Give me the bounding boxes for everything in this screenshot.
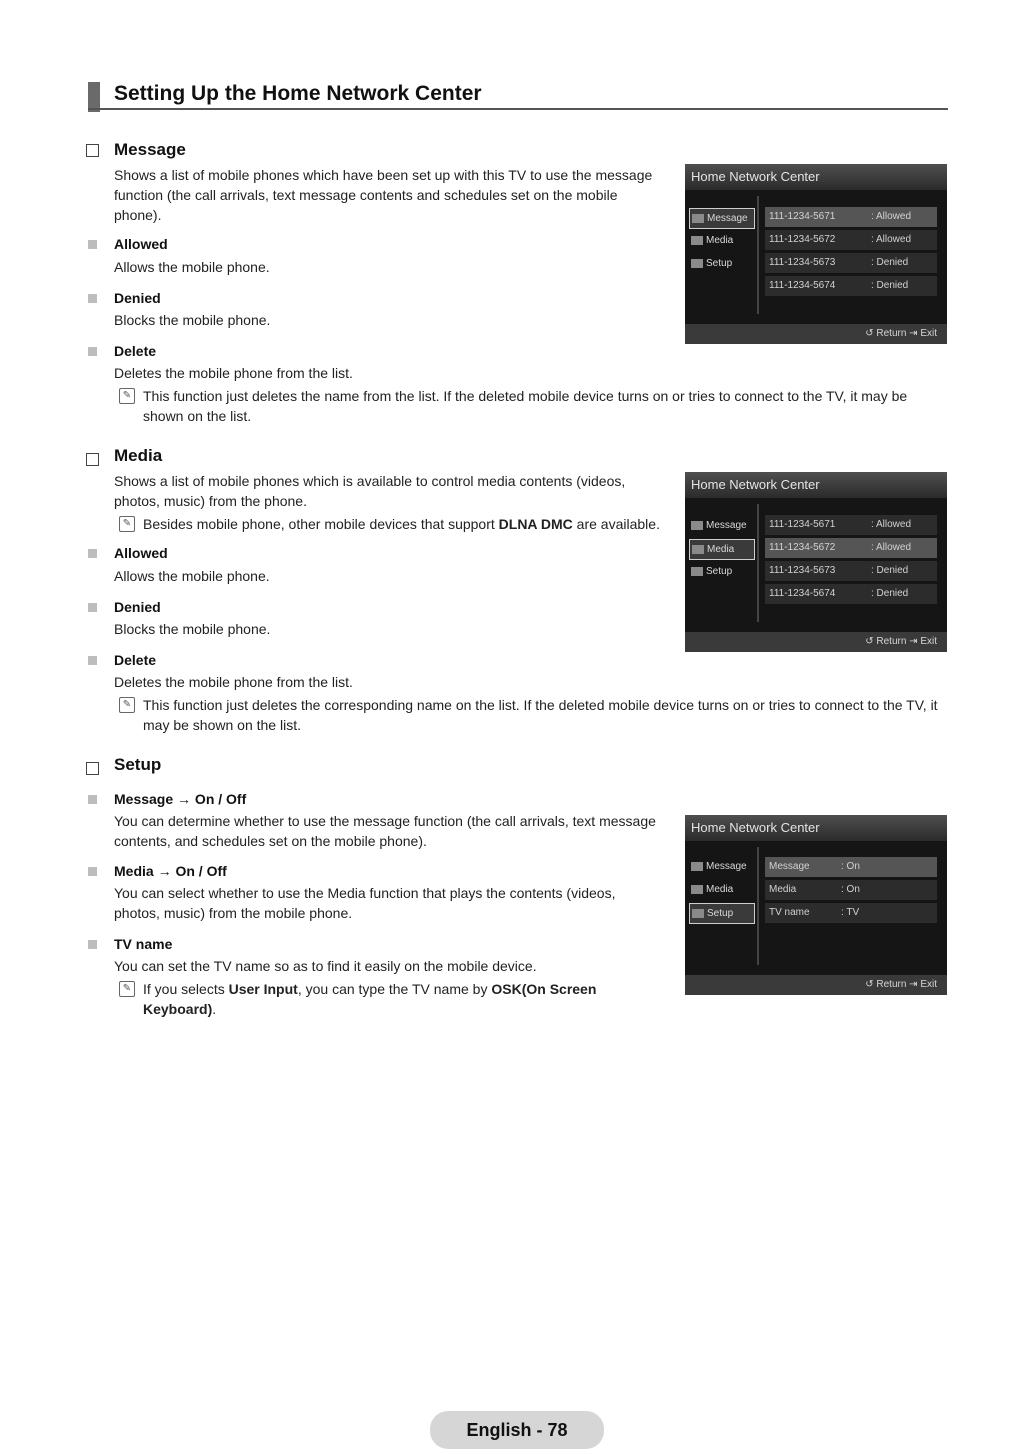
section-checkbox-icon [86, 453, 99, 466]
message-allowed-text: Allows the mobile phone. [114, 259, 270, 275]
message-delete-title: Delete [114, 343, 157, 359]
media-delete-text: Deletes the mobile phone from the list. [114, 674, 353, 690]
tv-phone-row: 111-1234-5673 : Denied [765, 253, 937, 273]
envelope-icon [691, 862, 703, 871]
tv-phone-row: 111-1234-5674 : Denied [765, 584, 937, 604]
setup-media-text: You can select whether to use the Media function that plays the contents (videos, photos, music) from the mobile phone. [114, 885, 616, 921]
message-denied-text: Blocks the mobile phone. [114, 312, 271, 328]
media-icon [691, 885, 703, 894]
tv-menu-media: Media [689, 880, 753, 899]
media-denied-text: Blocks the mobile phone. [114, 621, 271, 637]
setup-message-text: You can determine whether to use the message function (the call arrivals, text message contents, and schedules set on the mobile phone). [114, 813, 656, 849]
media-allowed-title: Allowed [114, 545, 168, 561]
setup-tvname-title: TV name [114, 936, 173, 952]
tv-phone-row: 111-1234-5671 : Allowed [765, 207, 937, 227]
section-heading-media: Media [114, 446, 163, 465]
tv-phone-row: 111-1234-5672 : Allowed [765, 538, 937, 558]
note-icon: ✎ [119, 981, 135, 997]
section-heading-message: Message [114, 140, 186, 159]
tv-menu-message: Message [689, 208, 755, 229]
gear-icon [692, 909, 704, 918]
bullet-icon [88, 549, 97, 558]
setup-tvname-text: You can set the TV name so as to find it easily on the mobile device. [114, 958, 537, 974]
media-intro: Shows a list of mobile phones which is available to control media contents (videos, photos, music) from the phone. [114, 473, 626, 509]
media-delete-title: Delete [114, 652, 157, 668]
tv-phone-row: 111-1234-5673 : Denied [765, 561, 937, 581]
tv-divider [757, 504, 759, 622]
media-note-2: This function just deletes the corresponding name on the list. If the deleted mobile device turns on or tries to connect to the TV, it may be shown on the list. [143, 697, 938, 733]
bullet-icon [88, 294, 97, 303]
title-rule [88, 108, 948, 110]
bullet-icon [88, 240, 97, 249]
tv-screen-media [685, 472, 947, 652]
tv-screen-title: Home Network Center [685, 815, 947, 841]
gear-icon [691, 259, 703, 268]
bullet-icon [88, 656, 97, 665]
tv-bottom-bar: ↺ Return ⇥ Exit [685, 324, 947, 344]
tv-screen-title: Home Network Center [685, 472, 947, 498]
page-title: Setting Up the Home Network Center [114, 82, 482, 105]
tv-menu-message: Message [689, 516, 753, 535]
setup-note: If you selects User Input, you can type the TV name by OSK(On Screen Keyboard). [143, 981, 597, 1017]
tv-phone-row: 111-1234-5674 : Denied [765, 276, 937, 296]
bullet-icon [88, 795, 97, 804]
bullet-icon [88, 603, 97, 612]
message-allowed-title: Allowed [114, 236, 168, 252]
message-intro: Shows a list of mobile phones which have been set up with this TV to use the message function (the call arrivals, text message contents and schedules set on the mobile phone). [114, 167, 653, 223]
note-icon: ✎ [119, 388, 135, 404]
setup-message-title: Message → On / Off [114, 791, 247, 807]
tv-screen-setup [685, 815, 947, 995]
media-note: Besides mobile phone, other mobile devices that support DLNA DMC are available. [143, 516, 660, 532]
note-icon: ✎ [119, 516, 135, 532]
bullet-icon [88, 940, 97, 949]
tv-menu-media: Media [689, 539, 755, 560]
bullet-icon [88, 867, 97, 876]
media-allowed-text: Allows the mobile phone. [114, 568, 270, 584]
message-denied-title: Denied [114, 290, 161, 306]
media-icon [692, 545, 704, 554]
tv-divider [757, 847, 759, 965]
media-icon [691, 236, 703, 245]
setup-media-title: Media → On / Off [114, 863, 227, 879]
message-delete-text: Deletes the mobile phone from the list. [114, 365, 353, 381]
section-checkbox-icon [86, 762, 99, 775]
tv-setup-row: Message : On [765, 857, 937, 877]
tv-menu-media: Media [689, 231, 753, 250]
tv-bottom-bar: ↺ Return ⇥ Exit [685, 975, 947, 995]
envelope-icon [691, 521, 703, 530]
tv-menu-setup: Setup [689, 254, 753, 273]
message-note: This function just deletes the name from the list. If the deleted mobile device turns on or tries to connect to the TV, it may be shown on the list. [143, 388, 908, 424]
section-checkbox-icon [86, 144, 99, 157]
tv-screen-title: Home Network Center [685, 164, 947, 190]
gear-icon [691, 567, 703, 576]
tv-divider [757, 196, 759, 314]
media-denied-title: Denied [114, 599, 161, 615]
page-number-footer: English - 78 [430, 1411, 604, 1449]
tv-bottom-bar: ↺ Return ⇥ Exit [685, 632, 947, 652]
tv-screen-message [685, 164, 947, 344]
envelope-icon [692, 214, 704, 223]
tv-setup-row: TV name : TV [765, 903, 937, 923]
tv-menu-setup: Setup [689, 903, 755, 924]
section-heading-setup: Setup [114, 755, 162, 774]
bullet-icon [88, 347, 97, 356]
tv-setup-row: Media : On [765, 880, 937, 900]
note-icon: ✎ [119, 697, 135, 713]
tv-phone-row: 111-1234-5672 : Allowed [765, 230, 937, 250]
tv-menu-message: Message [689, 857, 753, 876]
tv-menu-setup: Setup [689, 562, 753, 581]
tv-phone-row: 111-1234-5671 : Allowed [765, 515, 937, 535]
